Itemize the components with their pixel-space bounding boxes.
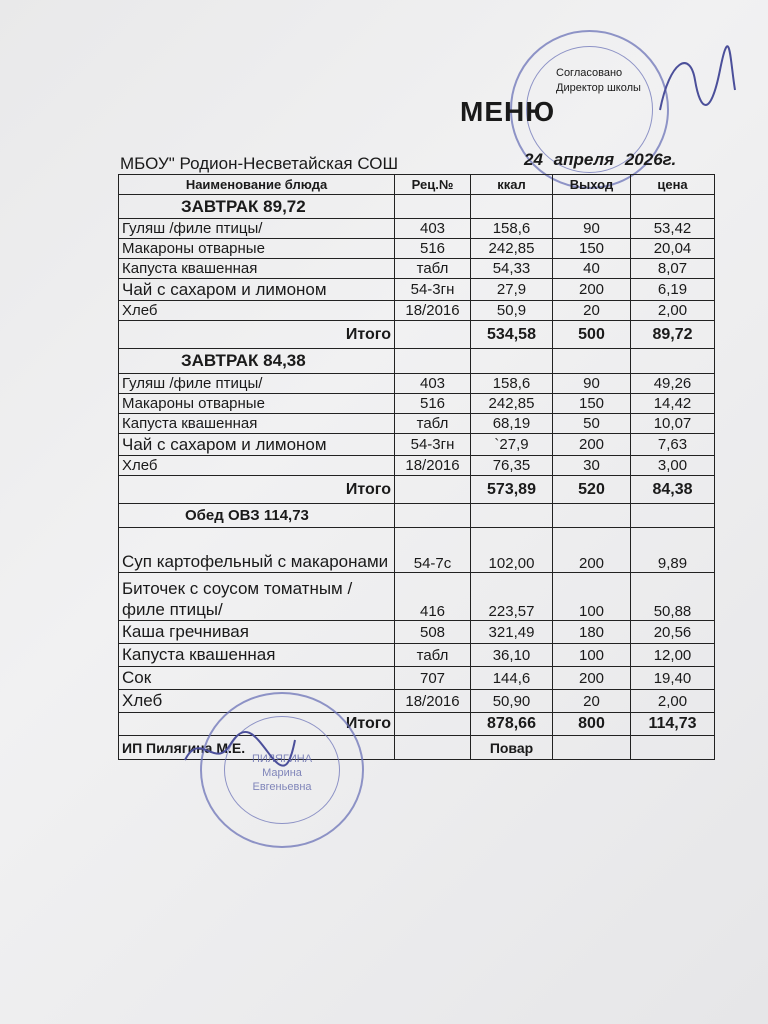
dish-name: Капуста квашенная [119, 259, 395, 279]
yield: 150 [553, 394, 631, 414]
recipe-no: 403 [395, 219, 471, 239]
table-row [119, 573, 715, 621]
yield: 90 [553, 374, 631, 394]
dish-name: Суп картофельный с макаронами [119, 528, 395, 573]
recipe-no: табл [395, 644, 471, 667]
dish-name: Гуляш /филе птицы/ [119, 374, 395, 394]
recipe-no: 54-3гн [395, 279, 471, 301]
yield: 150 [553, 239, 631, 259]
yield: 200 [553, 434, 631, 456]
header-recipe: Рец.№ [395, 175, 471, 195]
total-kcal: 878,66 [471, 713, 553, 736]
entrepreneur-name: ИП Пилягина М.Е. [119, 736, 395, 760]
stamp-line1: ПИЛЯГИНА [251, 753, 313, 765]
header-yield: Выход [553, 175, 631, 195]
section-row [119, 195, 715, 219]
table-row [119, 667, 715, 690]
dish-name: Капуста квашенная [119, 414, 395, 434]
section-row [119, 349, 715, 374]
section-heading: ЗАВТРАК 89,72 [119, 195, 395, 219]
kcal: 102,00 [471, 528, 553, 573]
director-signature [650, 40, 740, 130]
kcal: 50,9 [471, 301, 553, 321]
yield: 90 [553, 219, 631, 239]
dish-name: Хлеб [119, 456, 395, 476]
dish-name: Чай с сахаром и лимоном [119, 434, 395, 456]
entrepreneur-signature [180, 720, 300, 780]
dish-name: Капуста квашенная [119, 644, 395, 667]
table-row [119, 239, 715, 259]
price: 12,00 [631, 644, 715, 667]
kcal: 321,49 [471, 621, 553, 644]
total-label: Итого [119, 476, 395, 504]
stamp-line2: Марина [262, 767, 302, 779]
kcal: 242,85 [471, 394, 553, 414]
kcal: 54,33 [471, 259, 553, 279]
price: 49,26 [631, 374, 715, 394]
total-row [119, 321, 715, 349]
yield: 200 [553, 528, 631, 573]
recipe-no: 18/2016 [395, 456, 471, 476]
kcal: 36,10 [471, 644, 553, 667]
recipe-no: 54-3гн [395, 434, 471, 456]
table-row [119, 219, 715, 239]
price: 9,89 [631, 528, 715, 573]
recipe-no: 403 [395, 374, 471, 394]
table-row [119, 301, 715, 321]
kcal: 242,85 [471, 239, 553, 259]
header-dish: Наименование блюда [119, 175, 395, 195]
total-kcal: 534,58 [471, 321, 553, 349]
menu-date: 24 апреля 2026г. [524, 150, 677, 169]
approval-line1: Согласовано [556, 67, 623, 79]
table-row [119, 434, 715, 456]
recipe-no: 516 [395, 239, 471, 259]
yield: 40 [553, 259, 631, 279]
kcal: 27,9 [471, 279, 553, 301]
recipe-no: 18/2016 [395, 301, 471, 321]
cook-label: Повар [471, 736, 553, 760]
menu-table [118, 174, 715, 760]
price: 3,00 [631, 456, 715, 476]
dish-name: Хлеб [119, 301, 395, 321]
price: 20,56 [631, 621, 715, 644]
stamp-line3: Евгеньевна [252, 781, 312, 793]
table-row [119, 394, 715, 414]
price: 10,07 [631, 414, 715, 434]
section-row [119, 504, 715, 528]
dish-name: Чай с сахаром и лимоном [119, 279, 395, 301]
total-price: 114,73 [631, 713, 715, 736]
dish-name: Макароны отварные [119, 394, 395, 414]
total-price: 84,38 [631, 476, 715, 504]
price: 50,88 [631, 573, 715, 621]
price: 2,00 [631, 301, 715, 321]
table-row [119, 259, 715, 279]
table-row [119, 414, 715, 434]
dish-name: Гуляш /филе птицы/ [119, 219, 395, 239]
dish-name: Хлеб [119, 690, 395, 713]
dish-name: Сок [119, 667, 395, 690]
total-yield: 520 [553, 476, 631, 504]
header-price: цена [631, 175, 715, 195]
approval-block [556, 66, 641, 96]
yield: 200 [553, 667, 631, 690]
total-row [119, 476, 715, 504]
recipe-no: табл [395, 414, 471, 434]
table-row [119, 528, 715, 573]
total-label: Итого [119, 321, 395, 349]
price: 6,19 [631, 279, 715, 301]
price: 19,40 [631, 667, 715, 690]
price: 7,63 [631, 434, 715, 456]
table-row [119, 374, 715, 394]
price: 2,00 [631, 690, 715, 713]
price: 8,07 [631, 259, 715, 279]
recipe-no: 416 [395, 573, 471, 621]
total-label: Итого [119, 713, 395, 736]
price: 14,42 [631, 394, 715, 414]
yield: 100 [553, 573, 631, 621]
section-heading: ЗАВТРАК 84,38 [119, 349, 395, 374]
approval-line2: Директор школы [556, 82, 641, 94]
yield: 100 [553, 644, 631, 667]
recipe-no: 707 [395, 667, 471, 690]
recipe-no: 54-7с [395, 528, 471, 573]
total-yield: 500 [553, 321, 631, 349]
yield: 20 [553, 690, 631, 713]
price: 53,42 [631, 219, 715, 239]
table-header-row [119, 175, 715, 195]
kcal: 76,35 [471, 456, 553, 476]
kcal: 68,19 [471, 414, 553, 434]
dish-name: Каша гречнивая [119, 621, 395, 644]
kcal: 158,6 [471, 374, 553, 394]
school-name: МБОУ" Родион-Несветайская СОШ [120, 154, 399, 173]
kcal: 158,6 [471, 219, 553, 239]
price: 20,04 [631, 239, 715, 259]
recipe-no: табл [395, 259, 471, 279]
kcal: `27,9 [471, 434, 553, 456]
total-price: 89,72 [631, 321, 715, 349]
kcal: 50,90 [471, 690, 553, 713]
total-kcal: 573,89 [471, 476, 553, 504]
kcal: 223,57 [471, 573, 553, 621]
header-kcal: ккал [471, 175, 553, 195]
recipe-no: 508 [395, 621, 471, 644]
table-row [119, 690, 715, 713]
dish-name: Биточек с соусом томатным /филе птицы/ [119, 573, 395, 621]
table-row [119, 644, 715, 667]
table-row [119, 621, 715, 644]
yield: 30 [553, 456, 631, 476]
recipe-no: 516 [395, 394, 471, 414]
table-row [119, 456, 715, 476]
recipe-no: 18/2016 [395, 690, 471, 713]
page-title: МЕНЮ [460, 96, 556, 127]
total-yield: 800 [553, 713, 631, 736]
section-heading: Обед ОВЗ 114,73 [119, 504, 395, 528]
yield: 180 [553, 621, 631, 644]
yield: 50 [553, 414, 631, 434]
yield: 200 [553, 279, 631, 301]
kcal: 144,6 [471, 667, 553, 690]
table-row [119, 279, 715, 301]
yield: 20 [553, 301, 631, 321]
dish-name: Макароны отварные [119, 239, 395, 259]
